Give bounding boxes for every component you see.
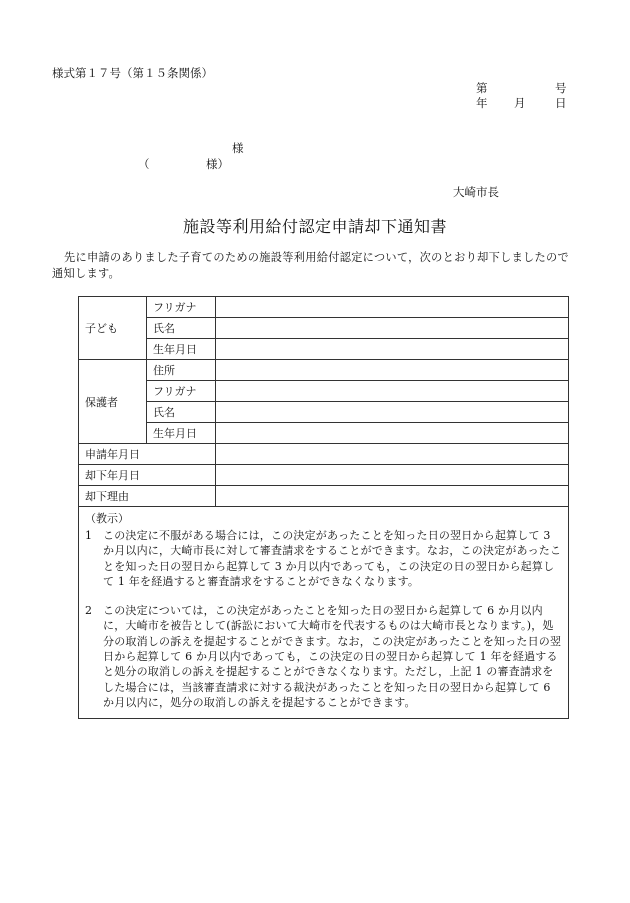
application-date-row	[79, 444, 569, 465]
guardian-furigana-value[interactable]	[216, 381, 569, 402]
date-year-label: 年	[476, 96, 488, 110]
rejection-reason-label: 却下理由	[79, 486, 216, 507]
guardian-row-birthdate	[79, 423, 569, 444]
note-number: 1	[85, 529, 93, 542]
child-row-furigana	[79, 297, 569, 318]
date-day-label: 日	[555, 96, 567, 110]
note-text: この決定については，この決定があったことを知った日の翌日から起算して 6 か月以内に，大崎市を被告として(訴訟において大崎市を代表するものは大崎市長となります。)，処分の取消しの訴えを提起することができます。なお，この決定があったことを知った日の翌日から起算して 6 か月以内であっても，この決定の日の翌日から起算して 1 年を経過すると処分の取消しの訴えを提起することができなくなります。ただし，上記 1 の審査請求をした場合には，当該審査請求に対する裁決があったことを知った日の翌日から起算して 6 か月以内に，処分の取消しの訴えを提起することができます。	[103, 604, 562, 709]
child-birthdate-label: 生年月日	[147, 339, 216, 360]
guardian-birthdate-label: 生年月日	[147, 423, 216, 444]
note-text: この決定に不服がある場合には，この決定があったことを知った日の翌日から起算して 3 か月以内に，大崎市長に対して審査請求をすることができます。なお，この決定があったことを知った日の翌日から起算して 3 か月以内であっても，この決定の日の翌日から起算して 1 年を経過すると審査請求をすることができなくなります。	[103, 529, 562, 588]
form-number: 様式第１７号（第１５条関係）	[52, 66, 213, 80]
document-number-prefix: 第	[476, 81, 488, 95]
notification-table	[78, 296, 569, 719]
application-date-value[interactable]	[216, 444, 569, 465]
child-group-label: 子ども	[79, 297, 147, 360]
rejection-reason-row	[79, 486, 569, 507]
child-furigana-value[interactable]	[216, 297, 569, 318]
issuer: 大崎市長	[453, 185, 499, 199]
document-number-suffix: 号	[555, 81, 567, 95]
note-item-2	[85, 603, 562, 710]
guardian-row-furigana	[79, 381, 569, 402]
guardian-address-value[interactable]	[216, 360, 569, 381]
addressee-secondary-honorific: 様）	[206, 157, 229, 171]
rejection-date-row	[79, 465, 569, 486]
child-row-birthdate	[79, 339, 569, 360]
date-month-label: 月	[514, 96, 526, 110]
addressee-honorific: 様	[232, 141, 244, 155]
child-row-name	[79, 318, 569, 339]
child-name-value[interactable]	[216, 318, 569, 339]
notes-cell	[79, 507, 569, 719]
rejection-date-value[interactable]	[216, 465, 569, 486]
guardian-name-label: 氏名	[147, 402, 216, 423]
intro-paragraph: 先に申請のありました子育てのための施設等利用給付認定について，次のとおり却下しましたので通知します。	[52, 251, 570, 280]
note-number: 2	[85, 604, 93, 618]
notes-heading: （教示）	[85, 512, 129, 525]
child-birthdate-value[interactable]	[216, 339, 569, 360]
child-name-label: 氏名	[147, 318, 216, 339]
addressee-paren-open: （	[138, 157, 150, 171]
guardian-address-label: 住所	[147, 360, 216, 381]
note-item-1	[85, 528, 562, 589]
rejection-date-label: 却下年月日	[79, 465, 216, 486]
guardian-row-address	[79, 360, 569, 381]
guardian-birthdate-value[interactable]	[216, 423, 569, 444]
guardian-name-value[interactable]	[216, 402, 569, 423]
application-date-label: 申請年月日	[79, 444, 216, 465]
child-furigana-label: フリガナ	[147, 297, 216, 318]
guardian-furigana-label: フリガナ	[147, 381, 216, 402]
guardian-row-name	[79, 402, 569, 423]
guardian-group-label: 保護者	[79, 360, 147, 444]
document-title: 施設等利用給付認定申請却下通知書	[182, 217, 447, 236]
notes-row	[79, 507, 569, 719]
rejection-reason-value[interactable]	[216, 486, 569, 507]
